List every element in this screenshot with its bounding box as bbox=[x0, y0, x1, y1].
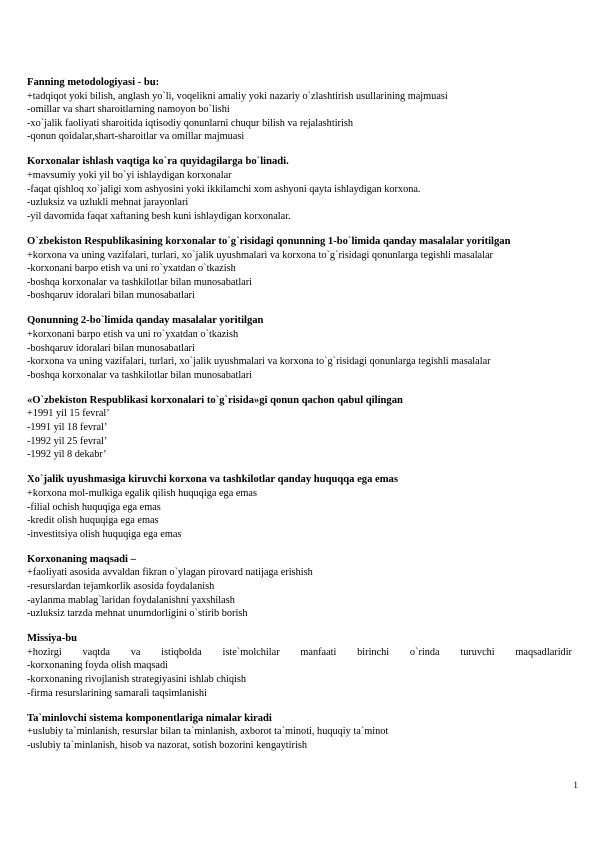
answer-option: -yil davomida faqat xaftaning besh kuni ishlaydigan korxonalar. bbox=[27, 210, 291, 222]
answer-option: +mavsumiy yoki yil bo`yi ishlaydigan korxonalar bbox=[27, 170, 232, 182]
answer-option: -omillar va shart sharoitlarning namoyon bo`lishi bbox=[27, 104, 230, 116]
answer-option: -boshqa korxonalar va tashkilotlar bilan munosabatlari bbox=[27, 369, 253, 381]
answer-option-word: manfaati bbox=[300, 646, 337, 658]
answer-option: -uzluksiz va uzlukli mehnat jarayonlari bbox=[27, 197, 189, 209]
question-title: Qonunning 2-bo`limida qanday masalalar yoritilgan bbox=[27, 315, 264, 327]
answer-option: -uslubiy ta`minlanish, hisob va nazorat, sotish bozorini kengaytirish bbox=[27, 739, 307, 751]
answer-option: -1992 yil 25 fevral’ bbox=[27, 435, 108, 447]
answer-option: -boshqa korxonalar va tashkilotlar bilan munosabatlari bbox=[27, 276, 253, 288]
question-title: «O`zbekiston Respublikasi korxonalari to`g`risida»gi qonun qachon qabul qilingan bbox=[27, 394, 403, 406]
answer-option: -firma resurslarining samarali taqsimlanishi bbox=[27, 687, 207, 699]
answer-option: +korxona va uning vazifalari, turlari, xo`jalik uyushmalari va korxona to`g`risidagi qonunlarga tegishli masalalar bbox=[27, 249, 493, 261]
answer-option-word: va bbox=[130, 646, 141, 658]
question-title: Korxonalar ishlash vaqtiga ko`ra quyidagilarga bo`linadi. bbox=[27, 156, 289, 168]
answer-option-justified bbox=[27, 646, 572, 660]
answer-option: -faqat qishloq xo`jaligi xom ashyosini yoki ikkilamchi xom ashyoni qayta ishlaydigan korxona. bbox=[27, 183, 421, 195]
answer-option-word: iste`molchilar bbox=[222, 646, 280, 658]
questions-list bbox=[27, 76, 572, 764]
answer-option-word: o`rinda bbox=[409, 646, 440, 658]
answer-option-word: vaqtda bbox=[82, 646, 110, 658]
answer-option: -korxonaning foyda olish maqsadi bbox=[27, 660, 168, 672]
question-block bbox=[27, 394, 572, 462]
answer-option: -qonun qoidalar,shart-sharoitlar va omillar majmuasi bbox=[27, 131, 245, 143]
answer-option: -aylanma mablag`laridan foydalanishni yaxshilash bbox=[27, 594, 235, 606]
question-block bbox=[27, 314, 572, 382]
answer-option: -korxonani barpo etish va uni ro`yxatdan o`tkazish bbox=[27, 263, 236, 275]
question-block bbox=[27, 235, 572, 303]
question-title: Ta`minlovchi sistema komponentlariga nimalar kiradi bbox=[27, 712, 272, 724]
question-title: Missiya-bu bbox=[27, 633, 78, 645]
question-title: Korxonaning maqsadi – bbox=[27, 553, 136, 565]
question-block bbox=[27, 712, 572, 753]
answer-option: +1991 yil 15 fevral’ bbox=[27, 408, 110, 420]
answer-option-word: maqsadlaridir bbox=[515, 646, 572, 658]
answer-option: -investitsiya olish huquqiga ega emas bbox=[27, 528, 182, 540]
answer-option: -filial ochish huquqiga ega emas bbox=[27, 501, 161, 513]
answer-option: +faoliyati asosida avvaldan fikran o`ylagan pirovard natijaga erishish bbox=[27, 567, 313, 579]
answer-option: -uzluksiz tarzda mehnat unumdorligini o`stirib borish bbox=[27, 608, 248, 620]
answer-option: -1991 yil 18 fevral’ bbox=[27, 422, 108, 434]
answer-option: +uslubiy ta`minlanish, resurslar bilan ta`minlanish, axborot ta`minoti, huquqiy ta`minot bbox=[27, 726, 389, 738]
answer-option: +korxona mol-mulkiga egalik qilish huquqiga ega emas bbox=[27, 487, 258, 499]
question-block bbox=[27, 473, 572, 541]
question-title: Xo`jalik uyushmasiga kiruvchi korxona va tashkilotlar qanday huquqqa ega emas bbox=[27, 474, 398, 486]
answer-option: +korxonani barpo etish va uni ro`yxatdan o`tkazish bbox=[27, 329, 239, 340]
answer-option-word: turuvchi bbox=[460, 646, 495, 658]
answer-option-word: istiqbolda bbox=[161, 646, 202, 658]
question-block bbox=[27, 553, 572, 621]
answer-option: -1992 yil 8 dekabr’ bbox=[27, 449, 107, 461]
answer-option: -boshqaruv idoralari bilan munosabatlari bbox=[27, 290, 195, 302]
answer-option: -resurslardan tejamkorlik asosida foydalanish bbox=[27, 581, 215, 592]
answer-option: -boshqaruv idoralari bilan munosabatlari bbox=[27, 342, 195, 354]
answer-option: -xo`jalik faoliyati sharoitida iqtisodiy qonunlarni chuqur bilish va rejalashtirish bbox=[27, 117, 354, 129]
question-title: O`zbekiston Respublikasining korxonalar to`g`risidagi qonunning 1-bo`limida qanday masalalar yoritilgan bbox=[27, 235, 511, 247]
answer-option-word: +hozirgi bbox=[27, 646, 62, 658]
question-block bbox=[27, 76, 572, 144]
answer-option: +tadqiqot yoki bilish, anglash yo`li, voqelikni amaliy yoki nazariy o`zlashtirish usullarining majmuasi bbox=[27, 90, 448, 102]
question-title: Fanning metodologiyasi - bu: bbox=[27, 77, 160, 88]
answer-option-word: birinchi bbox=[357, 646, 390, 658]
question-block bbox=[27, 155, 572, 223]
answer-option: -kredit olish huquqiga ega emas bbox=[27, 515, 159, 527]
question-block bbox=[27, 632, 572, 700]
answer-option: -korxona va uning vazifalari, turlari, xo`jalik uyushmalari va korxona to`g`risidagi qonunlarga tegishli masalalar bbox=[27, 356, 491, 368]
answer-option: -korxonaning rivojlanish strategiyasini ishlab chiqish bbox=[27, 674, 247, 686]
page-number: 1 bbox=[573, 781, 578, 791]
